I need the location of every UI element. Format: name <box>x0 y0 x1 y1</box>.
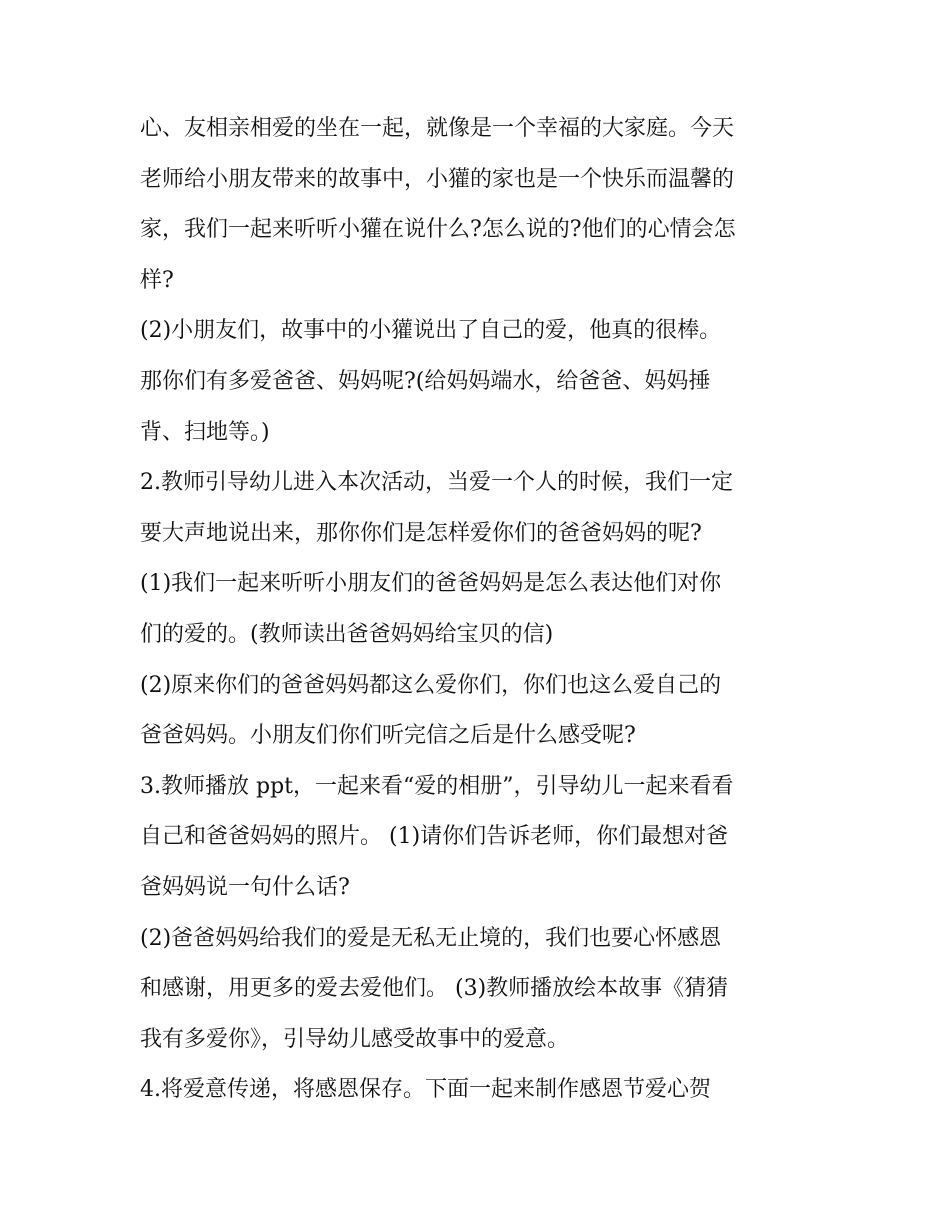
text-line: 爸妈妈说一句什么话? <box>140 874 350 900</box>
text-line: (2)原来你们的爸爸妈妈都这么爱你们，你们也这么爱自己的 <box>140 672 722 698</box>
text-line: 心、友相亲相爱的坐在一起，就像是一个幸福的大家庭。今天 <box>140 116 735 141</box>
text-line: (1)我们一起来听听小朋友们的爸爸妈妈是怎么表达他们对你 <box>140 571 722 597</box>
text-line: 背、扫地等。) <box>140 419 270 445</box>
text-line: 爸爸妈妈。小朋友们你们听完信之后是什么感受呢? <box>140 723 636 749</box>
text-line: 我有多爱你》，引导幼儿感受故事中的爱意。 <box>140 1026 570 1052</box>
text-line: 3.教师播放 ppt，一起来看“爱的相册”，引导幼儿一起来看看 <box>140 773 734 799</box>
text-line: 4.将爱意传递，将感恩保存。下面一起来制作感恩节爱心贺 <box>140 1077 711 1103</box>
text-line: 2.教师引导幼儿进入本次活动，当爱一个人的时候，我们一定 <box>140 470 733 496</box>
document-body <box>140 104 820 1116</box>
text-line: (2)爸爸妈妈给我们的爱是无私无止境的，我们也要心怀感恩 <box>140 925 722 951</box>
text-line: 那你们有多爱爸爸、妈妈呢?(给妈妈端水，给爸爸、妈妈捶 <box>140 368 711 394</box>
text-line: 和感谢，用更多的爱去爱他们。 (3)教师播放绘本故事《猜猜 <box>140 976 729 1002</box>
text-line: 样? <box>140 267 174 293</box>
text-line: (2)小朋友们，故事中的小獾说出了自己的爱，他真的很棒。 <box>140 318 722 344</box>
text-line: 家，我们一起来听听小獾在说什么?怎么说的?他们的心情会怎 <box>140 217 736 243</box>
text-line: 自己和爸爸妈妈的照片。 (1)请你们告诉老师，你们最想对爸 <box>140 824 729 850</box>
text-line: 老师给小朋友带来的故事中，小獾的家也是一个快乐而温馨的 <box>140 166 735 192</box>
text-line: 们的爱的。(教师读出爸爸妈妈给宝贝的信) <box>140 621 554 647</box>
text-line: 要大声地说出来，那你你们是怎样爱你们的爸爸妈妈的呢? <box>140 520 702 546</box>
